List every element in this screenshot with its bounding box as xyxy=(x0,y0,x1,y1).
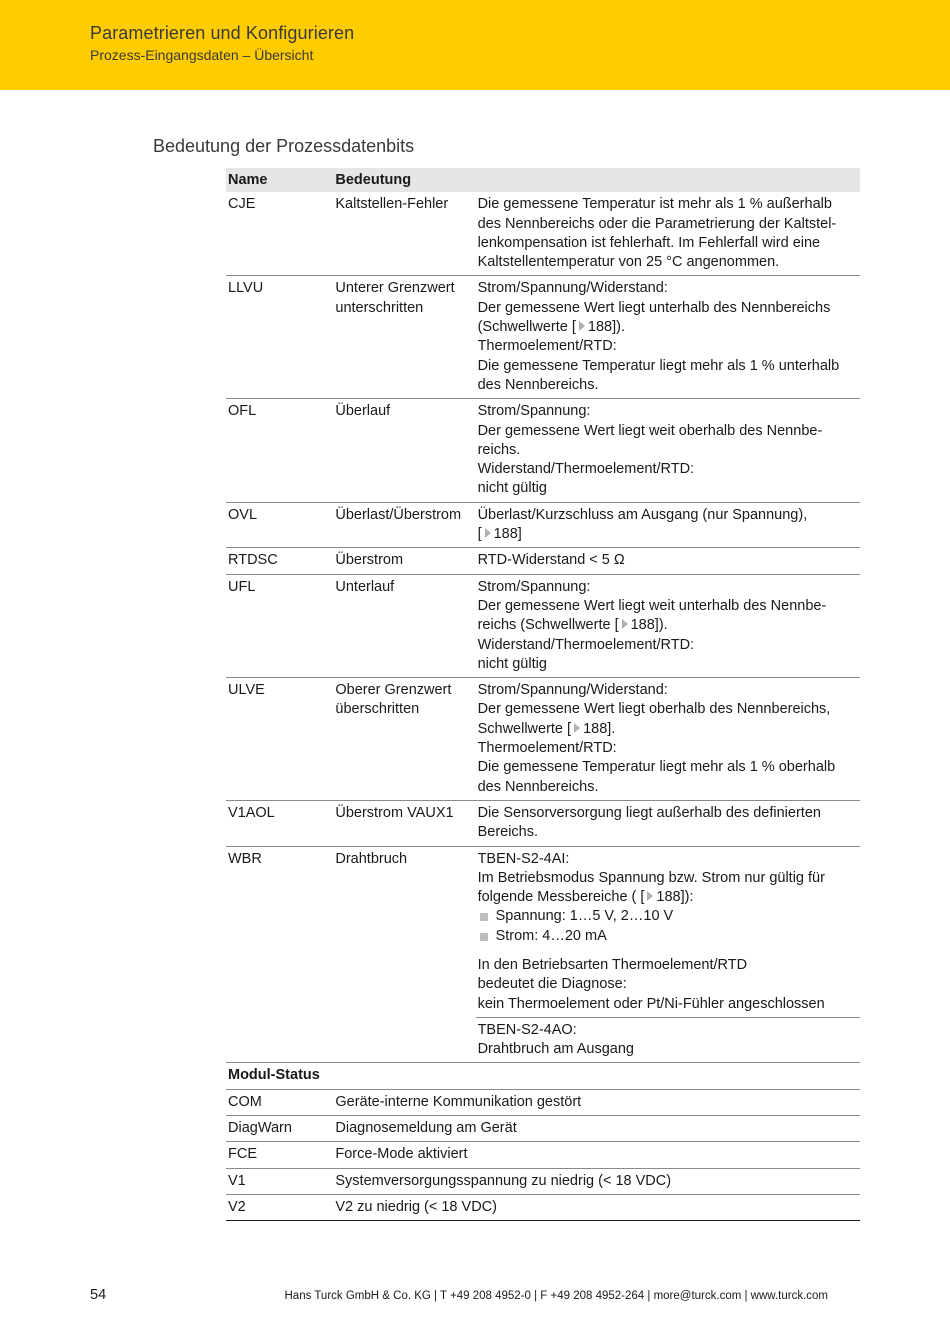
list-item xyxy=(478,907,858,926)
status-name: COM xyxy=(226,1089,333,1115)
description-line: Im Betriebsmodus Spannung bzw. Strom nur gültig für xyxy=(477,869,825,886)
description-line xyxy=(478,616,858,635)
description-line: bedeutet die Diagnose: xyxy=(477,976,627,993)
description-line: Die gemessene Temperatur ist mehr als 1 % außerhalb xyxy=(477,196,832,213)
triangle-right-icon[interactable] xyxy=(574,723,580,733)
description-line: Widerstand/Thermoelement/RTD: xyxy=(477,461,695,478)
bit-name: WBR xyxy=(226,846,333,1063)
description-line: Strom/Spannung/Widerstand: xyxy=(477,280,668,297)
description-line: Der gemessene Wert liegt unterhalb des Nennbereichs xyxy=(477,299,831,316)
description-line: In den Betriebsarten Thermoelement/RTD xyxy=(477,956,748,973)
bit-description xyxy=(476,846,860,1017)
column-header-name: Name xyxy=(226,168,333,192)
bit-name: V1AOL xyxy=(226,800,333,846)
bit-name: LLVU xyxy=(226,276,333,399)
bit-name: ULVE xyxy=(226,678,333,801)
bit-meaning: Überstrom VAUX1 xyxy=(333,800,475,846)
description-line: RTD-Widerstand < 5 Ω xyxy=(477,552,625,569)
description-line: Widerstand/Thermoelement/RTD: xyxy=(477,636,695,653)
table-row xyxy=(226,1116,860,1142)
description-line: des Nennbereichs oder die Parametrierung der Kaltstel- xyxy=(477,215,837,232)
description-line: Bereichs. xyxy=(477,824,539,841)
bit-name: OVL xyxy=(226,502,333,548)
reference-page[interactable]: 188] xyxy=(493,526,522,543)
status-name: FCE xyxy=(226,1142,333,1168)
table-row xyxy=(226,276,860,399)
reference-page[interactable]: 188]): xyxy=(656,889,694,906)
meaning-line: Oberer Grenzwert xyxy=(335,682,452,699)
column-header-meaning: Bedeutung xyxy=(333,168,475,192)
description-line: Die gemessene Temperatur liegt mehr als 1 % oberhalb xyxy=(477,759,836,776)
table-row xyxy=(226,846,860,1017)
reference-page[interactable]: 188]). xyxy=(630,617,668,634)
description-line: Überlast/Kurzschluss am Ausgang (nur Spannung), xyxy=(477,506,808,523)
footer-contact: Hans Turck GmbH & Co. KG | T +49 208 4952-0 | F +49 208 4952-264 | more@turck.com | www.turck.com xyxy=(284,1290,828,1302)
meaning-line: überschritten xyxy=(335,701,420,718)
process-data-bits-table xyxy=(226,168,860,1221)
description-line: lenkompensation ist fehlerhaft. Im Fehlerfall wird eine xyxy=(477,234,821,251)
description-line: Strom/Spannung: xyxy=(477,403,591,420)
bit-description xyxy=(476,276,860,399)
list-item-text: Spannung: 1…5 V, 2…10 V xyxy=(495,908,674,925)
bit-meaning: Kaltstellen-Fehler xyxy=(333,192,475,276)
description-line: nicht gültig xyxy=(477,480,547,497)
description-line xyxy=(478,888,858,907)
chapter-title: Parametrieren und Konfigurieren xyxy=(90,23,355,43)
bit-description xyxy=(476,399,860,502)
bit-description xyxy=(476,548,860,574)
reference-text: (Schwellwerte [ xyxy=(477,319,576,336)
description-line: des Nennbereichs. xyxy=(477,376,599,393)
bit-name: RTDSC xyxy=(226,548,333,574)
table-row xyxy=(226,1194,860,1220)
description-line: Drahtbruch am Ausgang xyxy=(477,1041,634,1058)
description-line: Kaltstellentemperatur von 25 °C angenommen. xyxy=(477,254,780,271)
chapter-subtitle: Prozess-Eingangsdaten – Übersicht xyxy=(90,47,314,63)
description-line: Strom/Spannung: xyxy=(477,578,591,595)
bit-meaning: Überstrom xyxy=(333,548,475,574)
reference-page[interactable]: 188]. xyxy=(583,720,616,737)
description-line: TBEN-S2-4AO: xyxy=(477,1021,577,1038)
bit-meaning xyxy=(333,678,475,801)
description-line: Thermoelement/RTD: xyxy=(477,740,617,757)
description-line: TBEN-S2-4AI: xyxy=(477,850,570,867)
bit-meaning: Drahtbruch xyxy=(333,846,475,1063)
table-row xyxy=(226,1142,860,1168)
bit-meaning: Überlauf xyxy=(333,399,475,502)
status-description: Force-Mode aktiviert xyxy=(333,1142,860,1168)
section-title: Bedeutung der Prozessdatenbits xyxy=(153,136,415,156)
description-line: Die Sensorversorgung liegt außerhalb des definierten xyxy=(477,804,821,821)
triangle-right-icon[interactable] xyxy=(485,528,491,538)
list-item xyxy=(478,927,858,946)
table-row xyxy=(226,192,860,276)
reference-text: Schwellwerte [ xyxy=(477,720,572,737)
description-line: des Nennbereichs. xyxy=(477,778,599,795)
triangle-right-icon[interactable] xyxy=(622,619,628,629)
bit-name: CJE xyxy=(226,192,333,276)
bit-meaning: Überlast/Überstrom xyxy=(333,502,475,548)
description-line: Strom/Spannung/Widerstand: xyxy=(477,682,668,699)
meaning-line: unterschritten xyxy=(335,299,424,316)
status-name: DiagWarn xyxy=(226,1116,333,1142)
reference-page[interactable]: 188]). xyxy=(587,319,625,336)
status-name: V2 xyxy=(226,1194,333,1220)
description-line: kein Thermoelement oder Pt/Ni-Fühler angeschlossen xyxy=(477,995,825,1012)
meaning-line: Unterer Grenzwert xyxy=(335,280,455,297)
status-name: V1 xyxy=(226,1168,333,1194)
reference-text: folgende Messbereiche ( [ xyxy=(477,889,645,906)
table-row xyxy=(226,800,860,846)
square-bullet-icon xyxy=(480,933,488,941)
description-line: Der gemessene Wert liegt weit oberhalb des Nennbe- xyxy=(477,422,823,439)
description-line xyxy=(478,720,858,739)
table-row xyxy=(226,399,860,502)
table-row xyxy=(226,574,860,677)
bit-description xyxy=(476,1017,860,1063)
table-row xyxy=(226,678,860,801)
triangle-right-icon[interactable] xyxy=(647,891,653,901)
bit-description xyxy=(476,192,860,276)
description-line xyxy=(478,318,858,337)
bit-meaning: Unterlauf xyxy=(333,574,475,677)
header-band xyxy=(0,0,950,90)
table-header-row xyxy=(226,168,860,192)
status-description: Geräte-interne Kommunikation gestört xyxy=(333,1089,860,1115)
triangle-right-icon[interactable] xyxy=(579,321,585,331)
bit-description xyxy=(476,800,860,846)
bit-name: UFL xyxy=(226,574,333,677)
table-row xyxy=(226,1089,860,1115)
column-header-description xyxy=(476,168,860,192)
table-row xyxy=(226,548,860,574)
description-line xyxy=(478,525,858,544)
description-line: Die gemessene Temperatur liegt mehr als 1 % unterhalb xyxy=(477,357,840,374)
bit-description xyxy=(476,574,860,677)
list-item-text: Strom: 4…20 mA xyxy=(495,927,607,944)
description-line: Der gemessene Wert liegt weit unterhalb des Nennbe- xyxy=(477,597,827,614)
bit-description xyxy=(476,678,860,801)
reference-text: reichs (Schwellwerte [ xyxy=(477,617,619,634)
square-bullet-icon xyxy=(480,913,488,921)
status-description: V2 zu niedrig (< 18 VDC) xyxy=(333,1194,860,1220)
status-description: Systemversorgungsspannung zu niedrig (< 18 VDC) xyxy=(333,1168,860,1194)
status-description: Diagnosemeldung am Gerät xyxy=(333,1116,860,1142)
group-header-row xyxy=(226,1063,860,1089)
bit-meaning xyxy=(333,276,475,399)
group-label: Modul-Status xyxy=(226,1063,860,1089)
description-line: nicht gültig xyxy=(477,655,547,672)
table-row xyxy=(226,1168,860,1194)
paragraph-gap xyxy=(478,946,858,956)
page-number: 54 xyxy=(90,1287,107,1303)
bit-description xyxy=(476,502,860,548)
table-row xyxy=(226,502,860,548)
description-line: Thermoelement/RTD: xyxy=(477,338,617,355)
reference-text: [ xyxy=(477,526,482,543)
description-line: reichs. xyxy=(477,441,521,458)
bit-name: OFL xyxy=(226,399,333,502)
description-line: Der gemessene Wert liegt oberhalb des Nennbereichs, xyxy=(477,701,831,718)
